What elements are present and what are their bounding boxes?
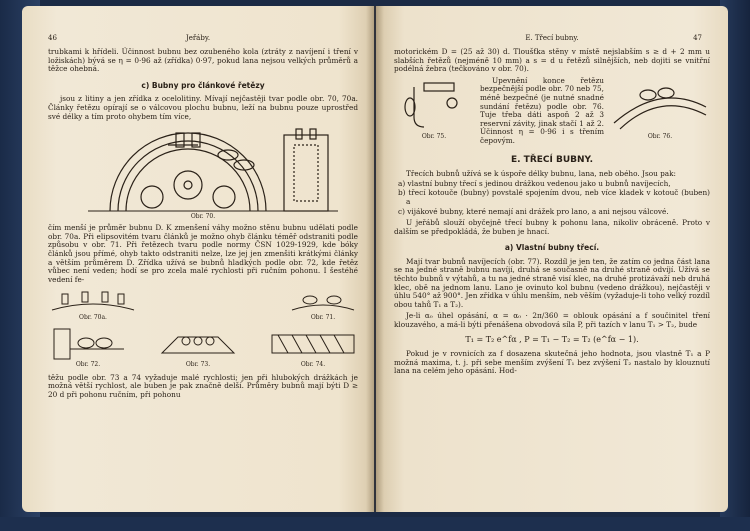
left-closing-text: těžu podle obr. 73 a 74 vyžaduje malé rychlosti; jen při hlubokých drážkách je možná větší rychlost, ale buben je pak značně delší. Průměry bubnů mají býti D ≥ 20 d při pohonu ručním, při pohonu [48, 372, 358, 399]
list-item-b: b) třecí kotouče (bubny) povstalé spojením dvou, neb více kladek v kotouč (buben) a [398, 188, 710, 206]
right-closing-text: Pokud je v rovnicích za f dosazena skutečná jeho hodnota, jsou vlastně T₁ a P možná maxima, t. j. při sebe menším zvýšení T₁ bez zvýšení T₂ nastalo by klouznutí lana na celém jeho opásání. Hod- [394, 349, 710, 376]
left-intro-text: trubkami k hřídeli. Účinnost bubnu bez ozubeného kola (ztráty z navíjení i tření v ložiskách) bývá se η = 0·96 až (zřídka) 0·97, pokud lana nejsou velkých průměrů a těžce ohebná. [48, 47, 358, 74]
fig71-caption: Obr. 71. [310, 314, 336, 322]
fig76-caption: Obr. 76. [647, 132, 673, 140]
figure-70-drawing [48, 125, 358, 213]
figure-73 [158, 327, 238, 370]
right-page-number: 47 [693, 34, 702, 42]
section-c-text: jsou z litiny a jen zřídka z ocelolitiny. Mívají nejčastěji tvar podle obr. 70, 70a. Články řetězu opírají se o válcovou plochu bubnu, leží na bubnu pouze uprostřed své délky a tím proto ohybem tím více, [48, 94, 358, 121]
figure-71 [288, 288, 358, 323]
book-gutter [366, 6, 384, 512]
figure-70a-drawing [48, 288, 138, 314]
figure-74-drawing [268, 327, 358, 361]
figure-76-drawing [610, 77, 710, 133]
fig74-caption: Obr. 74. [300, 360, 326, 368]
formula-text: Je-li α₀ úhel opásání, α = α₀ · 2π/360 = oblouk opásání a f součinitel tření klouzavého, a má-li býti přenášena obvodová síla P, při tazích v lanu T₁ > T₂, bude [394, 311, 710, 330]
figure-72-drawing [48, 327, 128, 361]
equation: T₁ = T₂ e^fα , P = T₁ − T₂ = T₂ (e^fα − 1). [465, 334, 639, 344]
fig70a-caption: Obr. 70a. [79, 314, 107, 322]
figure-71-drawing [288, 288, 358, 314]
figure-76 [610, 77, 710, 142]
figure-70a [48, 288, 138, 323]
figure-75 [394, 77, 474, 142]
right-intro-text: motorickém D = (25 až 30) d. Tloušťka stěny v místě nejslabším s ≥ d + 2 mm u slabších řetězů (nejméně 10 mm) a s = d u řetězů silnějších, neb dojiti se vnitřní podélná žebra (tečkováno v obr. 70). [394, 47, 710, 74]
figure-73-drawing [158, 327, 238, 361]
right-running-head: E. Třecí bubny. [525, 34, 579, 42]
figure-74 [268, 327, 358, 370]
left-page-number: 46 [48, 34, 57, 42]
chain-end-text: Upevnění konce řetězu bezpečnější podle obr. 70 neb 75, méně bezpečné (je nutné snadné sundání řetězu) podle obr. 76. Tuje třeba dáti aspoň 2 až 3 reservní závity, jinak stačí 1 až 2. Účinnost η = 0·96 i s třením čepovým. [480, 75, 604, 145]
note-text: U jeřábů slouží obyčejně třecí bubny k pohonu lana, nikoliv obráceně. Proto v dalším se předpokládá, že buben je hnací. [394, 218, 710, 236]
section-a-title: a) Vlastní bubny třecí. [504, 243, 600, 253]
section-e-title: E. TŘECÍ BUBNY. [510, 154, 593, 165]
section-e-text: Třecích bubnů užívá se k úspoře délky bubnu, lana, neb obého. Jsou pak: [406, 169, 677, 179]
figure-70 [48, 125, 358, 220]
book-cover-bottom [0, 517, 750, 531]
fig75-caption: Obr. 75. [421, 132, 447, 140]
fig73-caption: Obr. 73. [185, 360, 211, 368]
section-c-title: c) Bubny pro článkové řetězy [141, 80, 265, 90]
list-item-a: a) vlastní bubny třecí s jedinou drážkou vedenou jako u bubnů navíjecích, [398, 178, 671, 188]
text-after-fig70: čím menší je průměr bubnu D. K zmenšení váhy možno stěnu bubnu udělati podle obr. 70a. Při elipsovitém tvaru článků je možno ohyb článku téměř odstraniti podle způsobu v obr. 71. Při řetězech tvaru podle normy ČSN 1029-1929, kde bóky článků jsou přímé, ohyb takto odstraniti nelze, lze jej jen zmenšiti krátkými články a větším průměrem D. Zřídka užívá se bubnů hladkých podle obr. 72, kde řetěz vůbec není veden; hodí se pro zcela malé rychlosti při ručním pohonu. I šestéhé vedení fe- [48, 223, 358, 284]
fig70-caption: Obr. 70. [190, 213, 216, 221]
figure-72 [48, 327, 128, 370]
fig72-caption: Obr. 72. [75, 360, 101, 368]
figure-75-drawing [394, 77, 474, 133]
right-page [376, 6, 728, 512]
left-page [22, 6, 374, 512]
section-a-text: Mají tvar bubnů navíjecích (obr. 77). Rozdíl je jen ten, že zatím co jedna část lana se na jedné straně bubnu navíjí, druhá se současně na druhé straně odvíjí. Užívá se těchto bubnů v výtahů, a tu na jedné straně visí klec, na druhé protizávaží neb druhá klec, obě na jednom lanu. Lano je ovinuto kol bubnu (vedeno drážkou), nejčastěji v úhlu 540° až 900°. Jen zřídka v úhlu menším, neb věším (vyžaduje-li toho velký rozdíl obou tahů T₁ a T₂). [394, 256, 710, 309]
list-item-c: c) vijákové bubny, které nemají ani drážek pro lano, a ani nejsou válcové. [398, 206, 669, 216]
left-running-head: Jeřáby. [185, 34, 211, 42]
